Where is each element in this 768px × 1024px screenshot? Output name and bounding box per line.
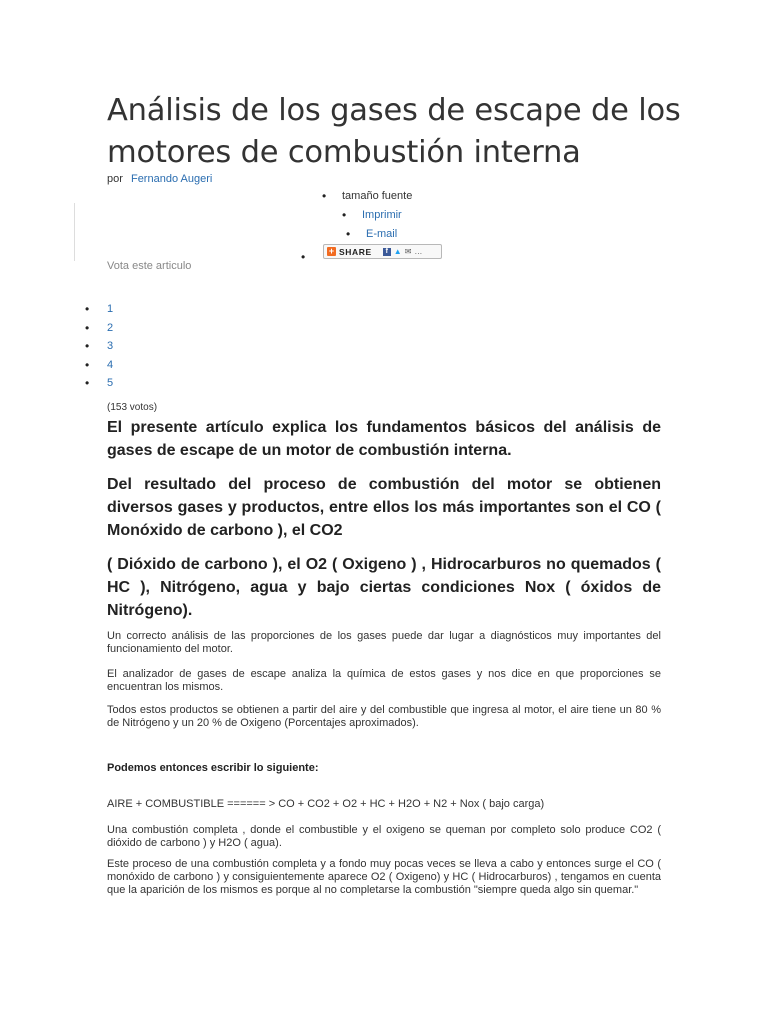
facebook-icon: f [383,248,391,256]
paragraph-3: Todos estos productos se obtienen a partir del aire y del combustible que ingresa al motor, el aire tiene un 80 % de Nitrógeno y un 20 % de Oxigeno (Porcentajes aproximados). [107,704,661,729]
paragraph-2: El analizador de gases de escape analiza la química de estos gases y nos dice en que proporciones se encuentran los mismos. [107,668,661,693]
bold-paragraph-2: ( Dióxido de carbono ), el O2 ( Oxigeno ) , Hidrocarburos no quemados ( HC ), Nitrógeno, agua y bajo ciertas condiciones Nox ( óxidos de Nitrógeno). [107,556,661,619]
share-bullet: • [301,250,306,264]
email-link[interactable]: • E-mail [366,228,397,240]
rating-option-1[interactable]: • 1 [107,303,113,315]
twitter-icon: ▲ [393,246,402,256]
formula: AIRE + COMBUSTIBLE ====== > CO + CO2 + O2 + HC + H2O + N2 + Nox ( bajo carga) [107,798,545,810]
vote-label: Vota este articulo [107,260,192,272]
divider [74,203,75,261]
font-size-control[interactable]: • tamaño fuente [342,190,412,202]
rating-option-3[interactable]: • 3 [107,340,113,352]
paragraph-1: Un correcto análisis de las proporciones de los gases puede dar lugar a diagnósticos muy importantes del funcionamiento del motor. [107,630,661,655]
print-link[interactable]: • Imprimir [362,209,402,221]
rating-option-5[interactable]: • 5 [107,377,113,389]
share-label: SHARE [339,246,372,257]
rating-option-2[interactable]: • 2 [107,322,113,334]
email-icon: ✉ [404,246,412,256]
rating-option-4[interactable]: • 4 [107,359,113,371]
share-button[interactable] [323,244,442,259]
vote-count: (153 votos) [107,402,158,413]
author-link[interactable]: Fernando Augeri [130,173,213,185]
more-icon: … [414,246,423,256]
byline-prefix: por [107,173,123,185]
byline [107,173,212,185]
paragraph-5: Este proceso de una combustión completa y a fondo muy pocas veces se lleva a cabo y entonces surge el CO ( monóxido de carbono ) y consiguientemente aparece O2 ( Oxigeno) y HC ( Hidrocarburos) , tengamos en cuenta que la aparición de los mismos es porque al no completarse la combustión "siempre queda algo sin quemar." [107,858,661,896]
lead-paragraph: El presente artículo explica los fundamentos básicos del análisis de gases de escape de un motor de combustión interna. [107,419,661,459]
paragraph-4: Una combustión completa , donde el combustible y el oxigeno se queman por completo solo produce CO2 ( dióxido de carbono ) y H2O ( agua). [107,824,661,849]
subheading: Podemos entonces escribir lo siguiente: [107,762,319,774]
bold-paragraph-1: Del resultado del proceso de combustión del motor se obtienen diversos gases y productos, entre ellos los más importantes son el CO ( Monóxido de carbono ), el CO2 [107,476,661,539]
article-title: Análisis de los gases de escape de los motores de combustión interna [107,93,681,170]
plus-icon: + [328,246,335,256]
